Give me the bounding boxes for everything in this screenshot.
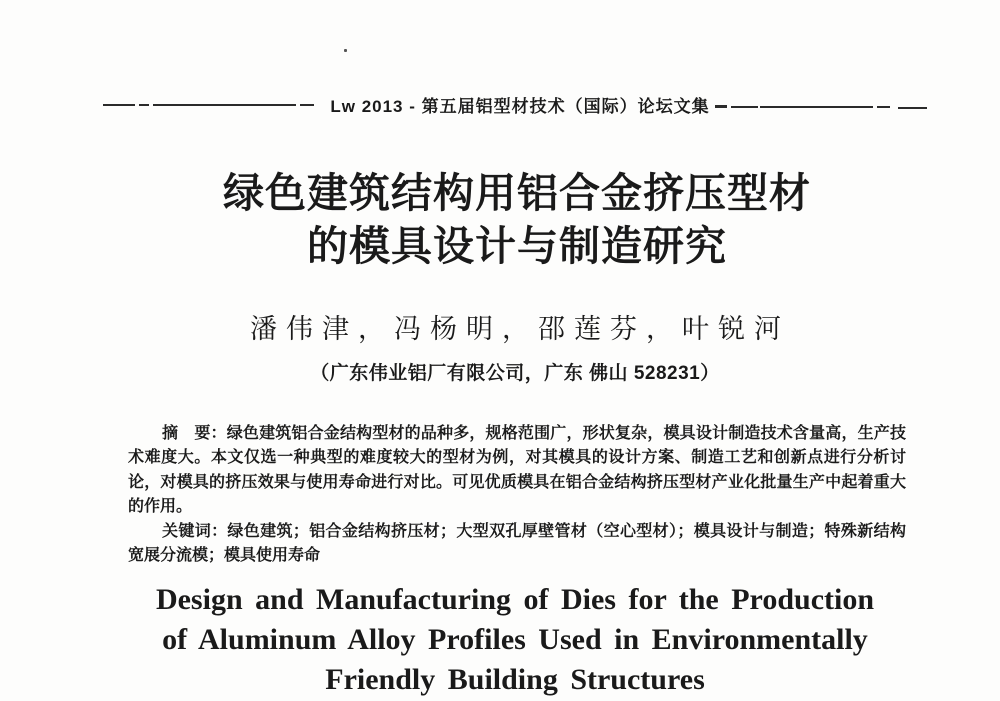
keywords-text: 绿色建筑；铝合金结构挤压材；大型双孔厚壁管材（空心型材）；模具设计与制造；特殊新结构宽展分流模；模具使用寿命 xyxy=(128,522,906,565)
paper-title-zh-line1: 绿色建筑结构用铝合金挤压型材 xyxy=(223,170,811,216)
authors-line: 潘伟津，冯杨明，邵莲芬，叶锐河 xyxy=(250,314,790,344)
keywords-label: 关键词： xyxy=(162,522,228,540)
abstract-label: 摘 要： xyxy=(162,425,227,442)
paper-title-zh xyxy=(34,167,1000,273)
paper-title-en-line2: of Aluminum Alloy Profiles Used in Environmentally xyxy=(162,623,868,656)
abstract-text: 绿色建筑铝合金结构型材的品种多，规格范围广，形状复杂，模具设计制造技术含量高，生产技术难度大。本文仅选一种典型的难度较大的型材为例，对其模具的设计方案、制造工艺和创新点进行分析讨论，对模具的挤压效果与使用寿命进行对比。可见优质模具在铝合金结构挤压型材产业化批量生产中起着重大的作用。 xyxy=(128,425,906,516)
abstract-keywords-block xyxy=(128,422,906,568)
proceedings-header: Lw 2013 - 第五届铝型材技术（国际）论坛文集 xyxy=(330,97,710,116)
abstract-paragraph xyxy=(128,422,906,520)
paper-title-en-line1: Design and Manufacturing of Dies for the Production xyxy=(155,583,875,616)
paper-title-en xyxy=(30,580,1000,700)
paper-title-zh-line2: 的模具设计与制造研究 xyxy=(307,223,727,269)
keywords-paragraph xyxy=(128,520,906,569)
affiliation-line: （广东伟业铝厂有限公司，广东 佛山 528231） xyxy=(310,363,720,384)
scan-speck xyxy=(344,49,347,52)
paper-title-en-line3: Friendly Building Structures xyxy=(325,663,705,696)
